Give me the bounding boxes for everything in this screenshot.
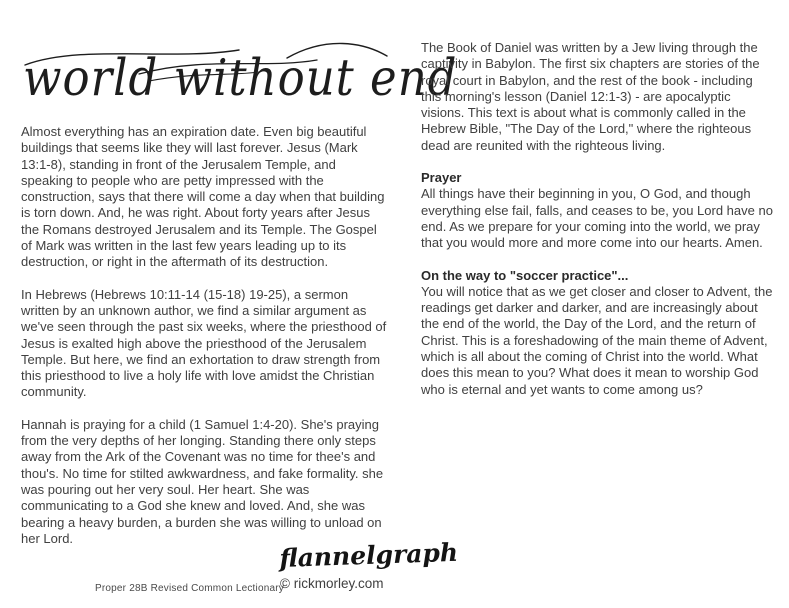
- page-title: [21, 14, 458, 121]
- credit-url: © rickmorley.com: [280, 576, 384, 591]
- prayer-heading: Prayer: [421, 170, 462, 186]
- page-title-text: world without end: [23, 48, 458, 108]
- paragraph-soccer-practice: You will notice that as we get closer and closer to Advent, the readings get darker and darker, and are increasingly about the end of the world, the Day of the Lord, and the return of Christ. This is a foreshadowing of the main theme of Advent, which is all about the coming of Christ into the world. What does this mean to you? What does it mean to worship God who is eternal and yet wants to come among us?: [421, 283, 773, 397]
- paragraph-temple: Almost everything has an expiration date. Even big beautiful buildings that seems like they will last forever. Jesus (Mark 13:1-8), standing in front of the Jerusalem Temple, and speaking to people who are petty impressed with the construction, says that there will come a day when that building is torn down. And, he was right. About forty years after Jesus the Romans destroyed Jerusalem and its Temple. The Gospel of Mark was written in the last few years leading up to its destruction, or right in the aftermath of its destruction.: [21, 124, 385, 270]
- paragraph-prayer: All things have their beginning in you, O God, and though everything else fail, falls, and ceases to be, you Lord have no end. As we prepare for your coming into the world, we pray that you would more and more come into our hearts. Amen.: [421, 186, 773, 251]
- flannelgraph-logo: flannelgraph: [278, 537, 459, 573]
- brand-block: [278, 537, 459, 591]
- paragraph-hannah: Hannah is praying for a child (1 Samuel 1:4-20). She's praying from the very depths of her longing. Standing there only steps away from the Ark of the Covenant was no time for thee's and thou's. No time for stilted awkwardness, and fake formality. she was pouring out her very soul. Her heart. She was communicating to a God she knew and loved. And, she was bearing a heavy burden, a burden she was willing to unload on her Lord.: [21, 416, 384, 546]
- soccer-practice-heading: On the way to "soccer practice"...: [421, 267, 629, 283]
- right-column: [421, 40, 773, 414]
- lectionary-label: Proper 28B Revised Common Lectionary: [95, 583, 284, 594]
- paragraph-daniel: The Book of Daniel was written by a Jew living through the captivity in Babylon. The first six chapters are stories of the royal court in Babylon, and the rest of the book - including this morning's lesson (Daniel 12:1-3) - are apocalyptic visions. This text is about what is commonly called in the Hebrew Bible, "The Day of the Lord," where the righteous dead are reunited with the righteous living.: [421, 40, 760, 153]
- paragraph-hebrews: In Hebrews (Hebrews 10:11-14 (15-18) 19-25), a sermon written by an unknown author, we find a similar argument as we've seen through the past six weeks, where the priesthood of Jesus is exalted high above the priesthood of the Jerusalem Temple. But here, we find an exhortation to draw strength from this priesthood to live a holy life with love amidst the Christian community.: [21, 286, 387, 400]
